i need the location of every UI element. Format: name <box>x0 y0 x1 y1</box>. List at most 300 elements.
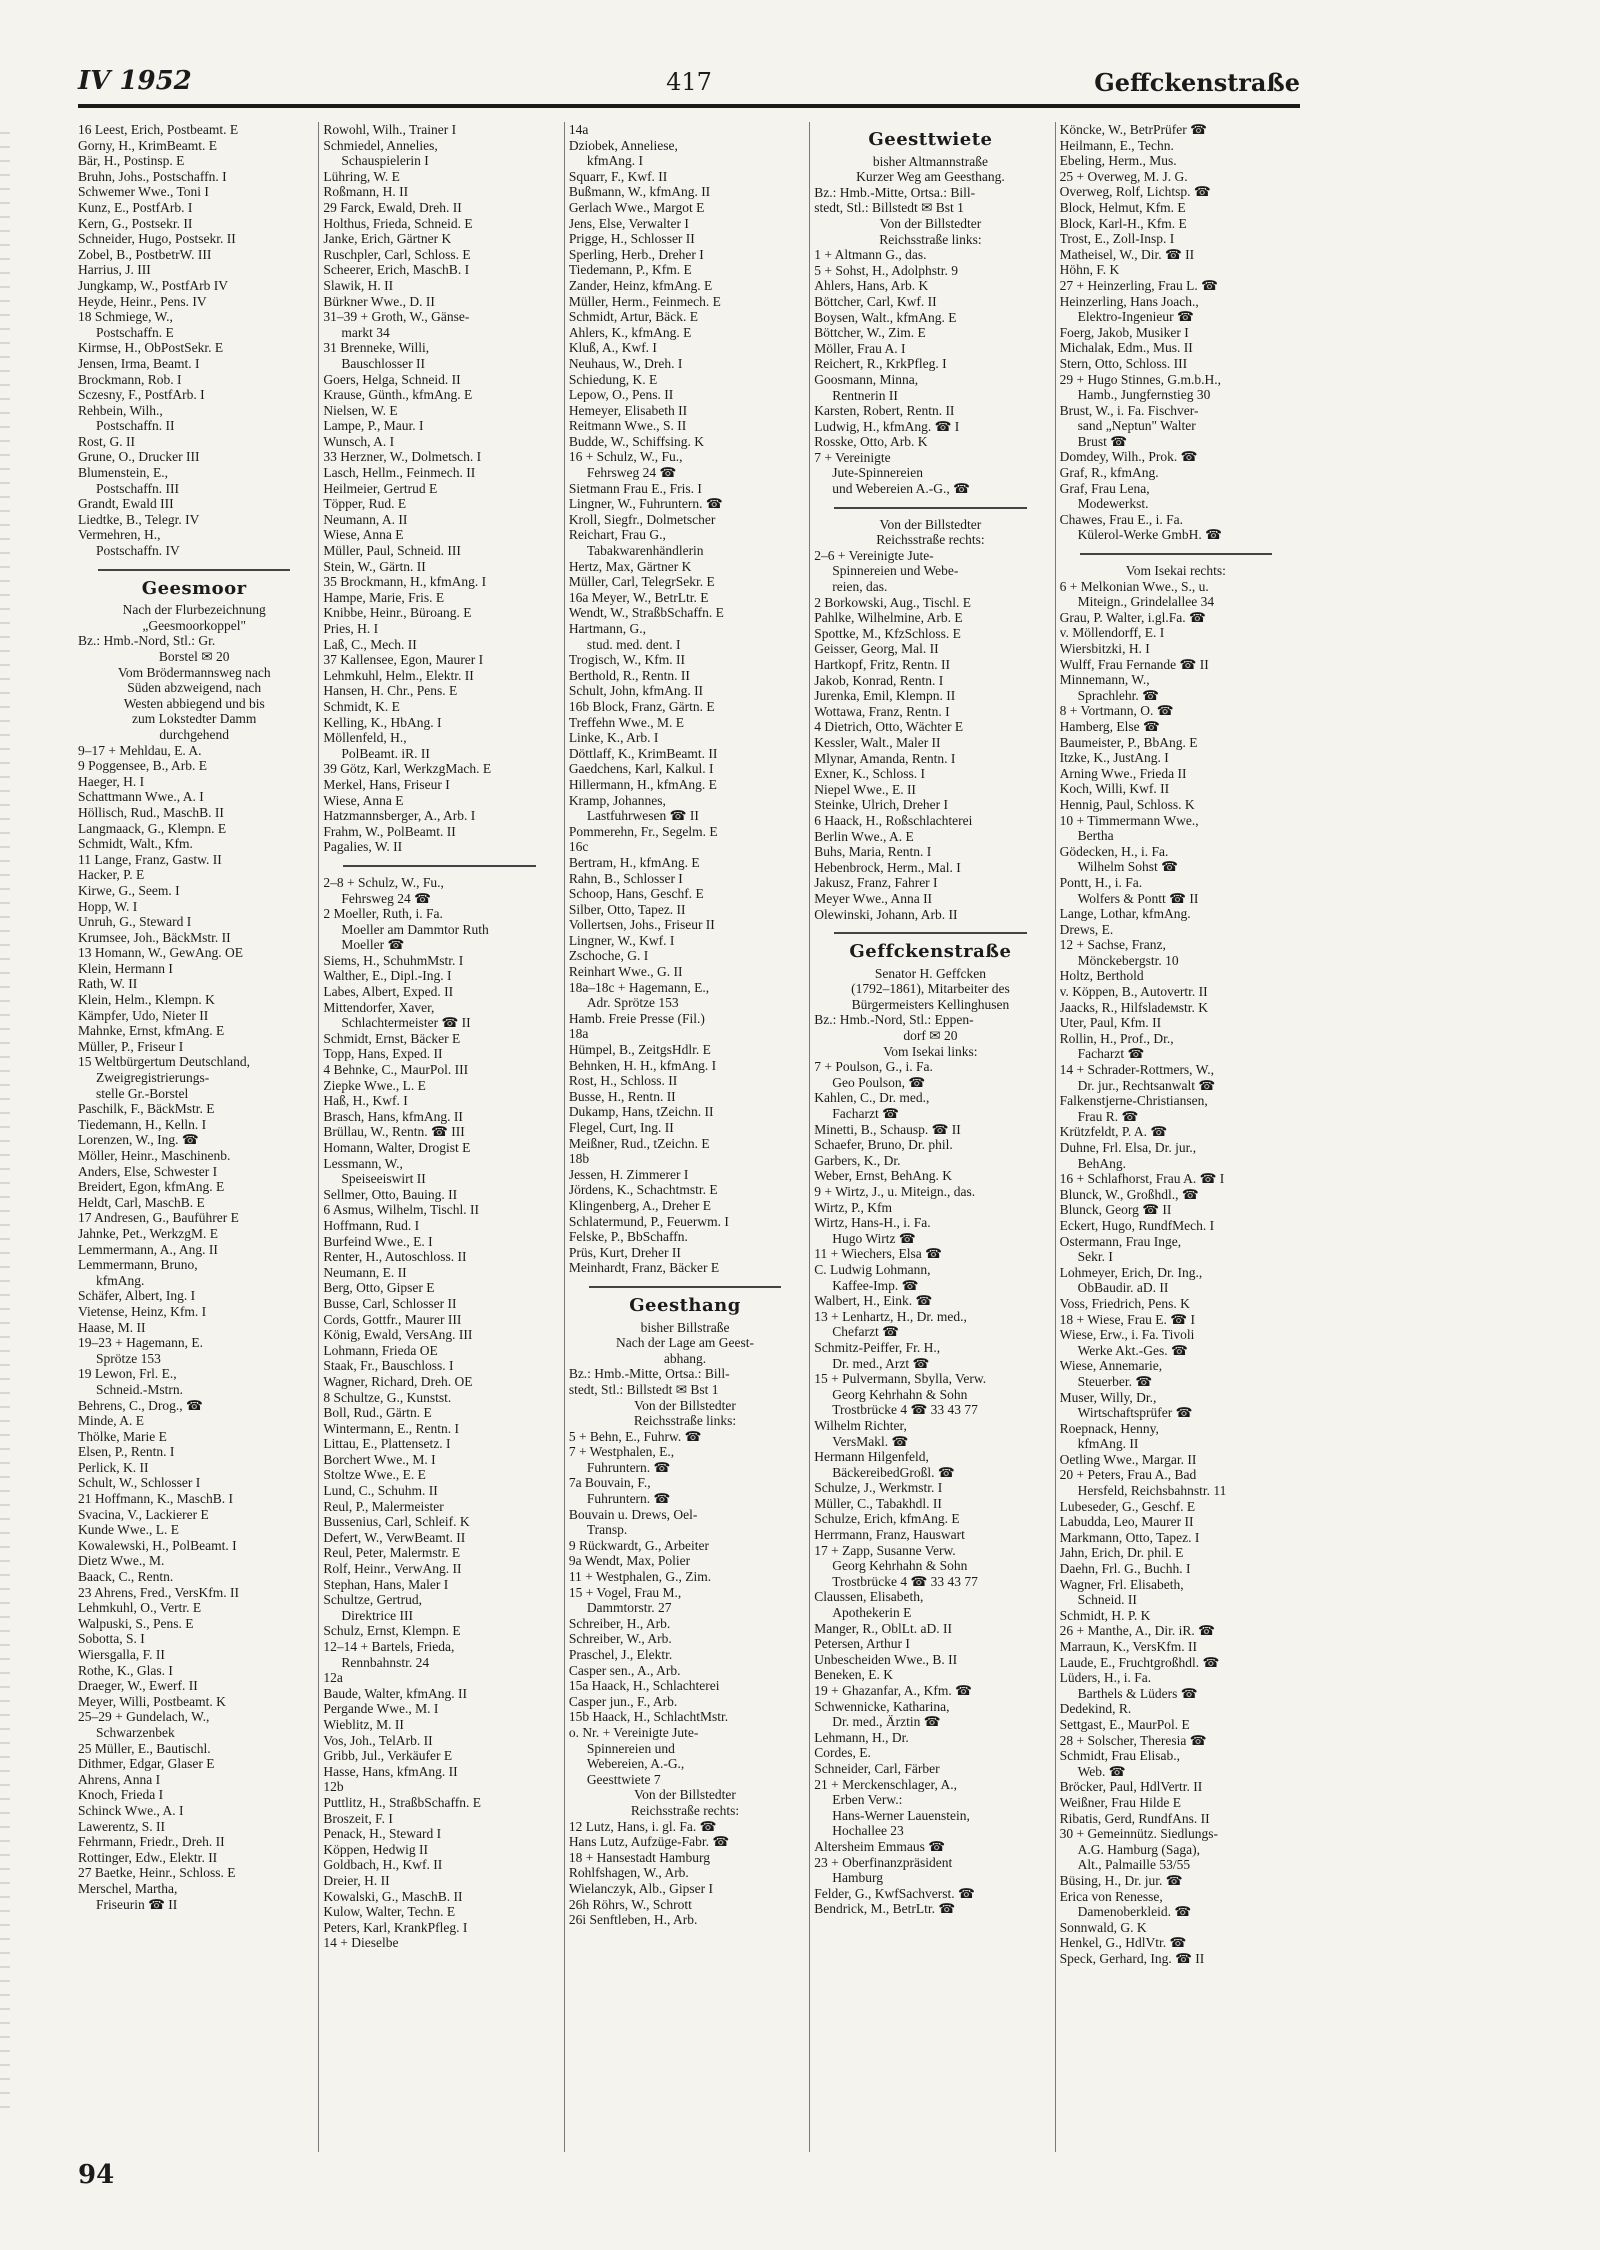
directory-entry: 25 Müller, E., Bautischl. <box>78 1740 211 1756</box>
directory-entry: Kramp, Johannes, <box>568 792 666 808</box>
directory-entry: 18 + Hansestadt Hamburg <box>568 1849 711 1865</box>
directory-entry: Schmitz-Peiffer, Fr. H., <box>814 1339 941 1355</box>
directory-entry: PolBeamt. iR. II <box>341 745 430 761</box>
directory-entry: Hamberg, Else ☎ <box>1059 718 1160 734</box>
directory-entry: Schmidt, K. E <box>323 698 400 714</box>
directory-entry: Hertz, Max, Gärtner K <box>568 558 692 574</box>
directory-entry: Pries, H. I <box>323 621 379 636</box>
directory-entry: Müller, C., Tabakhdl. II <box>814 1495 942 1511</box>
directory-entry: o. Nr. + Vereinigte Jute- <box>568 1724 699 1740</box>
street-heading: Geesttwiete <box>868 129 993 150</box>
directory-entry: Jessen, H. Zimmerer I <box>568 1166 689 1182</box>
directory-entry: Bertha <box>1077 828 1114 844</box>
directory-entry: Staak, Fr., Bauschloss. I <box>323 1358 454 1374</box>
directory-entry: Fuhruntern. ☎ <box>586 1491 671 1507</box>
directory-entry: Kurzer Weg am Geesthang. <box>856 169 1005 185</box>
directory-entry: 15b Haack, H., SchlachtMstr. <box>568 1709 729 1725</box>
directory-entry: Flegel, Curt, Ing. II <box>568 1120 674 1135</box>
directory-entry: 29 + Hugo Stinnes, G.m.b.H., <box>1059 371 1221 387</box>
directory-entry: Bauschlosser II <box>341 355 426 371</box>
directory-entry: Von der Billstedter <box>634 1397 736 1413</box>
directory-entry: Scheerer, Erich, MaschB. I <box>323 262 470 278</box>
directory-entry: Niepel Wwe., E. II <box>814 781 916 797</box>
directory-entry: Köncke, W., BetrPrüfer ☎ <box>1059 122 1207 137</box>
directory-entry: 7a Bouvain, F., <box>568 1475 651 1491</box>
directory-entry: 2–8 + Schulz, W., Fu., <box>323 874 444 890</box>
directory-entry: 11 + Wiechers, Elsa ☎ <box>814 1246 942 1262</box>
directory-entry: Elsen, P., Rentn. I <box>78 1444 175 1460</box>
directory-entry: Henkel, G., HdlVtr. ☎ <box>1059 1935 1187 1951</box>
directory-entry: 18a–18c + Hagemann, E., <box>568 979 710 995</box>
directory-entry: Geesttwiete 7 <box>586 1771 661 1787</box>
directory-entry: 4 Behnke, C., MaurPol. III <box>323 1062 469 1078</box>
column-5 <box>1060 122 1300 2152</box>
directory-entry: Senator H. Geffcken <box>874 965 986 981</box>
directory-entry: Bürgermeisters Kellinghusen <box>851 996 1010 1012</box>
directory-entry: Krützfeldt, P. A. ☎ <box>1059 1124 1168 1140</box>
directory-entry: Behnken, H. H., kfmAng. I <box>568 1057 717 1073</box>
directory-entry: Hampe, Marie, Fris. E <box>323 589 445 605</box>
directory-entry: Geo Poulson, ☎ <box>832 1074 926 1090</box>
directory-entry: Prüs, Kurt, Dreher II <box>568 1244 681 1260</box>
directory-entry: 39 Götz, Karl, WerkzgMach. E <box>323 761 492 777</box>
directory-entry: Moeller am Dammtor Ruth <box>341 921 489 937</box>
directory-entry: Graf, Frau Lena, <box>1059 480 1150 496</box>
directory-entry: Silber, Otto, Tapez. II <box>568 901 686 917</box>
directory-entry: Lawerentz, S. II <box>78 1818 165 1834</box>
directory-entry: Müller, P., Friseur I <box>78 1038 184 1054</box>
directory-entry: (1792–1861), Mitarbeiter des <box>851 981 1010 997</box>
directory-entry: 25 + Overweg, M. J. G. <box>1059 168 1188 184</box>
directory-entry: Dreier, H. II <box>323 1872 390 1888</box>
directory-entry: 15 + Pulvermann, Sbylla, Verw. <box>814 1371 987 1387</box>
directory-entry: Reitmann Wwe., S. II <box>568 418 687 434</box>
directory-entry: Siems, H., SchuhmMstr. I <box>323 952 464 968</box>
directory-entry: 19–23 + Hagemann, E. <box>78 1335 203 1351</box>
directory-entry: Modewerkst. <box>1077 496 1149 512</box>
directory-entry: Facharzt ☎ <box>832 1106 899 1122</box>
directory-entry: Holtz, Berthold <box>1059 968 1144 984</box>
directory-entry: Schulz, Ernst, Klempn. E <box>323 1623 461 1639</box>
directory-entry: zum Lokstedter Damm <box>131 711 257 727</box>
directory-entry: Von der Billstedter <box>879 516 982 532</box>
directory-entry: Kunz, E., PostfArb. I <box>78 199 193 215</box>
directory-entry: Rottinger, Edw., Elektr. II <box>78 1849 218 1865</box>
directory-entry: Sellmer, Otto, Bauing. II <box>323 1186 458 1202</box>
directory-entry: Kern, G., Postsekr. II <box>78 215 193 231</box>
directory-entry: Baack, C., Rentn. <box>78 1569 174 1585</box>
directory-entry: Cords, Gottfr., Maurer III <box>323 1311 462 1327</box>
directory-entry: Ribatis, Gerd, RundfAns. II <box>1059 1810 1210 1826</box>
directory-entry: Hillermann, H., kfmAng. E <box>568 776 717 792</box>
directory-entry: ObBaudir. aD. II <box>1077 1280 1169 1296</box>
directory-entry: König, Ewald, VersAng. III <box>323 1327 473 1343</box>
directory-entry: Postschaffn. II <box>96 418 175 434</box>
street-heading: Geesthang <box>629 1294 741 1316</box>
directory-entry: 17 Andresen, G., Bauführer E <box>78 1210 239 1226</box>
directory-entry: sand „Neptun" Walter <box>1077 418 1196 434</box>
directory-entry: Rollin, H., Prof., Dr., <box>1059 1030 1174 1046</box>
directory-entry: Claussen, Elisabeth, <box>814 1589 924 1605</box>
directory-entry: VersMakl. ☎ <box>832 1433 909 1449</box>
directory-entry: Sczesny, F., PostfArb. I <box>78 387 205 403</box>
directory-entry: Hemeyer, Elisabeth II <box>568 402 688 418</box>
directory-entry: Lampe, P., Maur. I <box>323 418 424 434</box>
directory-entry: kfmAng. <box>96 1272 145 1288</box>
directory-entry: Reul, Peter, Malermstr. E <box>323 1545 461 1561</box>
directory-entry: Treffehn Wwe., M. E <box>568 714 685 730</box>
directory-entry: Rothe, K., Glas. I <box>78 1662 173 1678</box>
directory-entry: Ahrens, Anna I <box>78 1771 161 1787</box>
directory-entry: 15 Weltbürgertum Deutschland, <box>78 1054 251 1070</box>
section-divider <box>834 507 1026 509</box>
directory-entry: Laß, C., Mech. II <box>323 636 417 652</box>
directory-entry: Schaefer, Bruno, Dr. phil. <box>814 1137 953 1153</box>
directory-entry: Zschoche, G. I <box>568 948 649 964</box>
directory-entry: Rolf, Heinr., VerwAng. II <box>323 1561 462 1577</box>
directory-entry: Reichsstraße rechts: <box>876 532 985 548</box>
directory-entry: Wiese, Erw., i. Fa. Tivoli <box>1059 1327 1195 1343</box>
directory-entry: Markmann, Otto, Tapez. I <box>1059 1529 1200 1545</box>
directory-entry: Sonnwald, G. K <box>1059 1919 1147 1935</box>
directory-entry: 23 + Oberfinanzpräsident <box>814 1854 953 1870</box>
directory-entry: kfmAng. II <box>1077 1436 1139 1452</box>
directory-entry: Manger, R., OblLt. aD. II <box>814 1620 953 1636</box>
directory-entry: Merschel, Martha, <box>78 1880 178 1896</box>
directory-entry: Berthold, R., Rentn. II <box>568 667 690 683</box>
directory-entry: Bz.: Hmb.-Nord, Stl.: Eppen- <box>814 1012 974 1028</box>
column-4 <box>814 122 1055 2152</box>
directory-entry: 14 + Schrader-Rottmers, W., <box>1059 1062 1214 1078</box>
directory-entry: Block, Helmut, Kfm. E <box>1059 199 1186 215</box>
directory-entry: Janke, Erich, Gärtner K <box>323 231 452 247</box>
directory-entry: Schlachtermeister ☎ II <box>341 1015 471 1031</box>
directory-entry: Damenoberkleid. ☎ <box>1077 1904 1192 1920</box>
directory-entry: Kessler, Walt., Maler II <box>814 734 941 750</box>
directory-entry: Kirmse, H., ObPostSekr. E <box>78 340 224 356</box>
directory-entry: Oetling Wwe., Margar. II <box>1059 1451 1197 1467</box>
directory-entry: Grandt, Ewald III <box>78 496 174 512</box>
directory-entry: 9 Poggensee, B., Arb. E <box>78 758 207 774</box>
directory-entry: Blunck, W., Großhdl., ☎ <box>1059 1186 1199 1202</box>
directory-entry: dorf ✉ 20 <box>903 1028 958 1044</box>
directory-entry: Heinzerling, Hans Joach., <box>1059 293 1199 309</box>
directory-entry: Von der Billstedter <box>879 215 982 231</box>
directory-entry: 7 + Vereinigte <box>814 449 891 465</box>
directory-entry: Kelling, K., HbAng. I <box>323 714 442 730</box>
directory-entry: Garbers, K., Dr. <box>814 1152 901 1168</box>
directory-entry: Fehrsweg 24 ☎ <box>586 465 677 481</box>
directory-entry: Walbert, H., Eink. ☎ <box>814 1293 933 1309</box>
directory-entry: Ziepke Wwe., L. E <box>323 1077 426 1093</box>
directory-entry: Reinhart Wwe., G. II <box>568 964 683 980</box>
directory-entry: Dr. med., Ärztin ☎ <box>832 1714 941 1730</box>
directory-entry: Casper sen., A., Arb. <box>568 1662 681 1678</box>
directory-entry: Wielanczyk, Alb., Gipser I <box>568 1880 713 1896</box>
directory-entry: Speck, Gerhard, Ing. ☎ II <box>1059 1950 1205 1966</box>
directory-entry: Slawik, H. II <box>323 277 394 293</box>
directory-entry: Boysen, Walt., kfmAng. E <box>814 309 957 325</box>
directory-entry: Ahlers, K., kfmAng. E <box>568 324 692 340</box>
directory-entry: Blunck, Georg ☎ II <box>1059 1202 1172 1218</box>
directory-entry: Bertram, H., kfmAng. E <box>568 854 700 870</box>
directory-entry: Böttcher, Carl, Kwf. II <box>814 293 937 309</box>
directory-entry: Jungkamp, W., PostfArb IV <box>78 277 229 293</box>
directory-entry: Squarr, F., Kwf. II <box>568 168 668 184</box>
directory-entry: Wilhelm Sohst ☎ <box>1077 859 1178 875</box>
directory-entry: kfmAng. I <box>586 153 644 169</box>
directory-entry: Reichsstraße links: <box>633 1413 737 1429</box>
directory-entry: Hans Lutz, Aufzüge-Fabr. ☎ <box>568 1834 730 1850</box>
directory-entry: Brasch, Hans, kfmAng. II <box>323 1108 463 1124</box>
directory-entry: Baude, Walter, kfmAng. II <box>323 1685 467 1701</box>
directory-entry: 31–39 + Groth, W., Gänse- <box>323 309 470 325</box>
directory-entry: Jute-Spinnereien <box>832 465 923 481</box>
directory-entry: Trost, E., Zoll-Insp. I <box>1059 231 1175 247</box>
directory-entry: Trogisch, W., Kfm. II <box>568 652 685 668</box>
directory-entry: Bz.: Hmb.-Nord, Stl.: Gr. <box>78 633 216 649</box>
directory-entry: Borchert Wwe., M. I <box>323 1451 436 1467</box>
directory-entry: Meyer, Willi, Postbeamt. K <box>78 1693 226 1709</box>
directory-entry: Geisser, Georg, Mal. II <box>814 641 939 657</box>
directory-entry: Wilhelm Richter, <box>814 1417 907 1433</box>
directory-entry: Gorny, H., KrimBeamt. E <box>78 137 217 153</box>
directory-entry: 16c <box>568 839 589 855</box>
directory-entry: Schneid. II <box>1077 1592 1137 1608</box>
directory-entry: 23 Ahrens, Fred., VersKfm. II <box>78 1584 239 1600</box>
directory-entry: Schauspielerin I <box>341 153 429 169</box>
directory-entry: Klingenberg, A., Dreher E <box>568 1197 712 1213</box>
directory-entry: Schultze, Gertrud, <box>323 1592 422 1608</box>
directory-entry: Döttlaff, K., KrimBeamt. II <box>568 745 718 761</box>
page-footer-number: 94 <box>78 2160 115 2190</box>
directory-entry: Rennbahnstr. 24 <box>341 1654 430 1670</box>
directory-entry: Matheisel, W., Dir. ☎ II <box>1059 246 1195 262</box>
directory-entry: Rowohl, Wilh., Trainer I <box>323 122 457 137</box>
directory-entry: Erica von Renesse, <box>1059 1888 1163 1904</box>
directory-entry: 18 + Wiese, Frau E. ☎ I <box>1059 1311 1195 1327</box>
directory-entry: Pagalies, W. II <box>323 839 403 855</box>
directory-entry: Roßmann, H. II <box>323 184 409 200</box>
directory-entry: Hamb. Freie Presse (Fil.) <box>568 1010 705 1026</box>
directory-entry: Lubeseder, G., Geschf. E <box>1059 1498 1196 1514</box>
directory-entry: Spinnereien und Webe- <box>832 563 959 579</box>
directory-entry: Casper jun., F., Arb. <box>568 1693 678 1709</box>
directory-entry: Defert, W., VerwBeamt. II <box>323 1529 466 1545</box>
directory-entry: Lemmermann, Bruno, <box>78 1257 198 1273</box>
directory-entry: Harrius, J. III <box>78 262 151 278</box>
directory-entry: Kaffee-Imp. ☎ <box>832 1277 919 1293</box>
directory-entry: Vom Isekai rechts: <box>1125 563 1226 579</box>
directory-entry: Jurenka, Emil, Klempn. II <box>814 688 956 704</box>
directory-entry: Frahm, W., PolBeamt. II <box>323 823 456 839</box>
directory-entry: Rost, G. II <box>78 433 135 449</box>
directory-entry: und Webereien A.-G., ☎ <box>832 481 970 497</box>
directory-entry: Külerol-Werke GmbH. ☎ <box>1077 527 1222 543</box>
directory-entry: Brockmann, Rob. I <box>78 371 182 387</box>
directory-entry: Dr. med., Arzt ☎ <box>832 1355 930 1371</box>
directory-entry: Merkel, Hans, Friseur I <box>323 776 450 792</box>
directory-entry: Hamb., Jungfernstieg 30 <box>1077 387 1211 403</box>
directory-entry: Bruhn, Johs., Postschaffn. I <box>78 168 227 184</box>
directory-entry: Bz.: Hmb.-Mitte, Ortsa.: Bill- <box>568 1366 730 1382</box>
directory-entry: Felske, P., BbSchaffn. <box>568 1229 688 1245</box>
directory-entry: 26 + Manthe, A., Dir. iR. ☎ <box>1059 1623 1215 1639</box>
directory-entry: 30 + Gemeinnütz. Siedlungs- <box>1059 1826 1218 1842</box>
directory-entry: 7 + Poulson, G., i. Fa. <box>814 1059 933 1075</box>
directory-entry: v. Möllendorff, E. I <box>1059 625 1165 641</box>
directory-entry: Jensen, Irma, Beamt. I <box>78 355 200 371</box>
directory-entry: Lehmkuhl, Helm., Elektr. II <box>323 667 474 683</box>
directory-entry: Svacina, V., Lackierer E <box>78 1506 209 1522</box>
directory-entry: Wagner, Richard, Dreh. OE <box>323 1373 473 1389</box>
directory-entry: Duhne, Frl. Elsa, Dr. jur., <box>1059 1140 1197 1155</box>
directory-entry: Dukamp, Hans, tZeichn. II <box>568 1104 714 1120</box>
directory-entry: Hugo Wirtz ☎ <box>832 1230 916 1246</box>
directory-entry: Hans-Werner Lauenstein, <box>832 1807 970 1823</box>
directory-entry: Schmiedel, Annelies, <box>323 137 438 153</box>
directory-entry: 4 Dietrich, Otto, Wächter E <box>814 719 964 735</box>
directory-entry: Minde, A. E <box>78 1413 144 1429</box>
directory-entry: 26i Senftleben, H., Arb. <box>568 1912 698 1928</box>
directory-entry: 13 + Lenhartz, H., Dr. med., <box>814 1308 967 1324</box>
directory-entry: Pontt, H., i. Fa. <box>1059 874 1143 890</box>
directory-entry: Weber, Ernst, BehAng. K <box>814 1168 953 1184</box>
directory-entry: 18b <box>568 1151 590 1167</box>
directory-entry: Berlin Wwe., A. E <box>814 828 914 844</box>
directory-entry: 12 Lutz, Hans, i. gl. Fa. ☎ <box>568 1818 717 1834</box>
directory-entry: Hersfeld, Reichsbahnstr. 11 <box>1077 1483 1227 1499</box>
directory-entry: Kluß, A., Kwf. I <box>568 340 657 356</box>
directory-entry: Labudda, Leo, Maurer II <box>1059 1514 1194 1530</box>
directory-entry: Rehbein, Wilh., <box>78 402 163 418</box>
directory-entry: Vom Isekai links: <box>883 1043 978 1059</box>
directory-entry: Gerlach Wwe., Margot E <box>568 199 705 215</box>
directory-entry: Reichert, R., KrkPfleg. I <box>814 356 947 372</box>
directory-entry: reien, das. <box>832 579 888 595</box>
directory-entry: Heilmann, E., Techn. <box>1059 137 1174 153</box>
directory-entry: Chawes, Frau E., i. Fa. <box>1059 511 1183 527</box>
section-divider <box>589 1286 781 1288</box>
directory-entry: Chefarzt ☎ <box>832 1324 899 1340</box>
directory-entry: Hopp, W. I <box>78 898 138 914</box>
directory-entry: Müller, Carl, TelegrSekr. E <box>568 574 715 590</box>
directory-entry: A.G. Hamburg (Saga), <box>1077 1841 1200 1857</box>
directory-entry: v. Köppen, B., Autovertr. II <box>1059 984 1208 1000</box>
directory-entry: 12–14 + Bartels, Frieda, <box>323 1639 455 1654</box>
directory-entry: Mönckebergstr. 10 <box>1077 952 1179 968</box>
directory-entry: C. Ludwig Lohmann, <box>814 1261 931 1277</box>
directory-entry: Klein, Hermann I <box>78 960 173 976</box>
header-street-name: Geffckenstraße <box>1094 68 1300 97</box>
directory-entry: Praschel, J., Elektr. <box>568 1647 673 1662</box>
directory-entry: Reichsstraße links: <box>879 231 982 247</box>
directory-entry: 27 Baetke, Heinr., Schloss. E <box>78 1865 236 1881</box>
directory-entry: BehAng. <box>1077 1155 1126 1171</box>
directory-entry: 25–29 + Gundelach, W., <box>78 1709 210 1725</box>
directory-entry: Transp. <box>586 1522 628 1538</box>
directory-entry: Mittendorfer, Xaver, <box>323 999 435 1015</box>
directory-entry: 16 + Schlafhorst, Frau A. ☎ I <box>1059 1171 1225 1187</box>
directory-entry: Muser, Willy, Dr., <box>1059 1389 1157 1405</box>
directory-entry: Meißner, Rud., tZeichn. E <box>568 1135 710 1151</box>
directory-entry: markt 34 <box>341 324 390 340</box>
section-divider <box>343 865 535 867</box>
directory-entry: Zobel, B., PostbetrW. III <box>78 246 212 262</box>
directory-entry: Gaedchens, Karl, Kalkul. I <box>568 761 714 777</box>
directory-entry: Heyde, Heinr., Pens. IV <box>78 293 207 309</box>
directory-entry: Foerg, Jakob, Musiker I <box>1059 324 1189 340</box>
directory-entry: Sobotta, S. I <box>78 1631 145 1647</box>
directory-entry: Hamburg <box>832 1870 883 1886</box>
directory-entry: Littau, E., Plattensetz. I <box>323 1436 451 1452</box>
directory-entry: Postschaffn. E <box>96 324 174 340</box>
directory-entry: bisher Billstraße <box>640 1319 730 1335</box>
directory-entry: 15a Haack, H., Schlachterei <box>568 1678 720 1694</box>
directory-entry: Hatzmannsberger, A., Arb. I <box>323 808 476 824</box>
directory-entry: Stephan, Hans, Maler I <box>323 1576 449 1592</box>
directory-entry: Hümpel, B., ZeitgsHdlr. E <box>568 1042 711 1058</box>
directory-entry: 17 + Zapp, Susanne Verw. <box>814 1542 956 1558</box>
directory-entry: Webereien, A.-G., <box>586 1756 685 1772</box>
directory-entry: Hartkopf, Fritz, Rentn. II <box>814 657 950 672</box>
directory-entry: Fuhruntern. ☎ <box>586 1459 671 1475</box>
directory-entry: 18a <box>568 1026 589 1042</box>
directory-entry: Wieblitz, M. II <box>323 1716 404 1732</box>
directory-entry: Möller, Heinr., Maschinenb. <box>78 1148 231 1163</box>
directory-entry: Bussenius, Carl, Schleif. K <box>323 1514 470 1530</box>
directory-entry: Kowalski, G., MaschB. II <box>323 1888 463 1904</box>
directory-entry: 21 Hoffmann, K., MaschB. I <box>78 1491 233 1507</box>
directory-entry: Köppen, Hedwig II <box>323 1841 429 1857</box>
directory-entry: Gribb, Jul., Verkäufer E <box>323 1748 453 1764</box>
directory-entry: Bär, H., Postinsp. E <box>78 153 185 169</box>
directory-entry: Schmidt, Artur, Bäck. E <box>568 309 699 325</box>
directory-entry: Neumann, A. II <box>323 511 408 527</box>
directory-entry: 12b <box>323 1779 344 1795</box>
directory-entry: Wiese, Anna E <box>323 527 404 543</box>
directory-entry: Mlynar, Amanda, Rentn. I <box>814 750 956 766</box>
directory-entry: Wagner, Frl. Elisabeth, <box>1059 1576 1184 1592</box>
street-heading: Geffckenstraße <box>849 941 1012 963</box>
directory-entry: Wirtschaftsprüfer ☎ <box>1077 1405 1193 1421</box>
directory-entry: Vom Brödermannsweg nach <box>117 664 271 680</box>
directory-entry: Labes, Albert, Exped. II <box>323 984 454 1000</box>
directory-entry: Brust, W., i. Fa. Fischver- <box>1059 402 1199 418</box>
directory-entry: Laude, E., Fruchtgroßhdl. ☎ <box>1059 1654 1220 1670</box>
directory-entry: Domdey, Wilh., Prok. ☎ <box>1059 449 1198 465</box>
directory-entry: Schmidt, Ernst, Bäcker E <box>323 1030 461 1046</box>
directory-entry: Lange, Lothar, kfmAng. <box>1059 906 1191 922</box>
directory-entry: Schmidt, H. P. K <box>1059 1607 1151 1623</box>
directory-entry: Elektro-Ingenieur ☎ <box>1077 309 1194 325</box>
directory-entry: Prigge, H., Schlosser II <box>568 231 695 247</box>
directory-entry: Fehrsweg 24 ☎ <box>341 890 431 906</box>
directory-entry: Ostermann, Frau Inge, <box>1059 1233 1182 1249</box>
directory-entry: 8 Schultze, G., Kunstst. <box>323 1389 452 1405</box>
directory-entry: Brüllau, W., Rentn. ☎ III <box>323 1124 465 1140</box>
directory-entry: Wendt, W., StraßbSchaffn. E <box>568 605 724 621</box>
directory-entry: Wirtz, P., Kfm <box>814 1199 893 1215</box>
directory-entry: Daehn, Frl. G., Buchh. I <box>1059 1561 1191 1577</box>
directory-entry: 10 + Timmermann Wwe., <box>1059 812 1199 828</box>
directory-entry: Rahn, B., Schlosser I <box>568 870 683 886</box>
directory-entry: 33 Herzner, W., Dolmetsch. I <box>323 449 482 465</box>
header-rule <box>78 104 1300 108</box>
directory-entry: 20 + Peters, Frau A., Bad <box>1059 1467 1197 1483</box>
directory-entry: Rentnerin II <box>832 387 898 403</box>
directory-entry: Anders, Else, Schwester I <box>78 1163 218 1179</box>
